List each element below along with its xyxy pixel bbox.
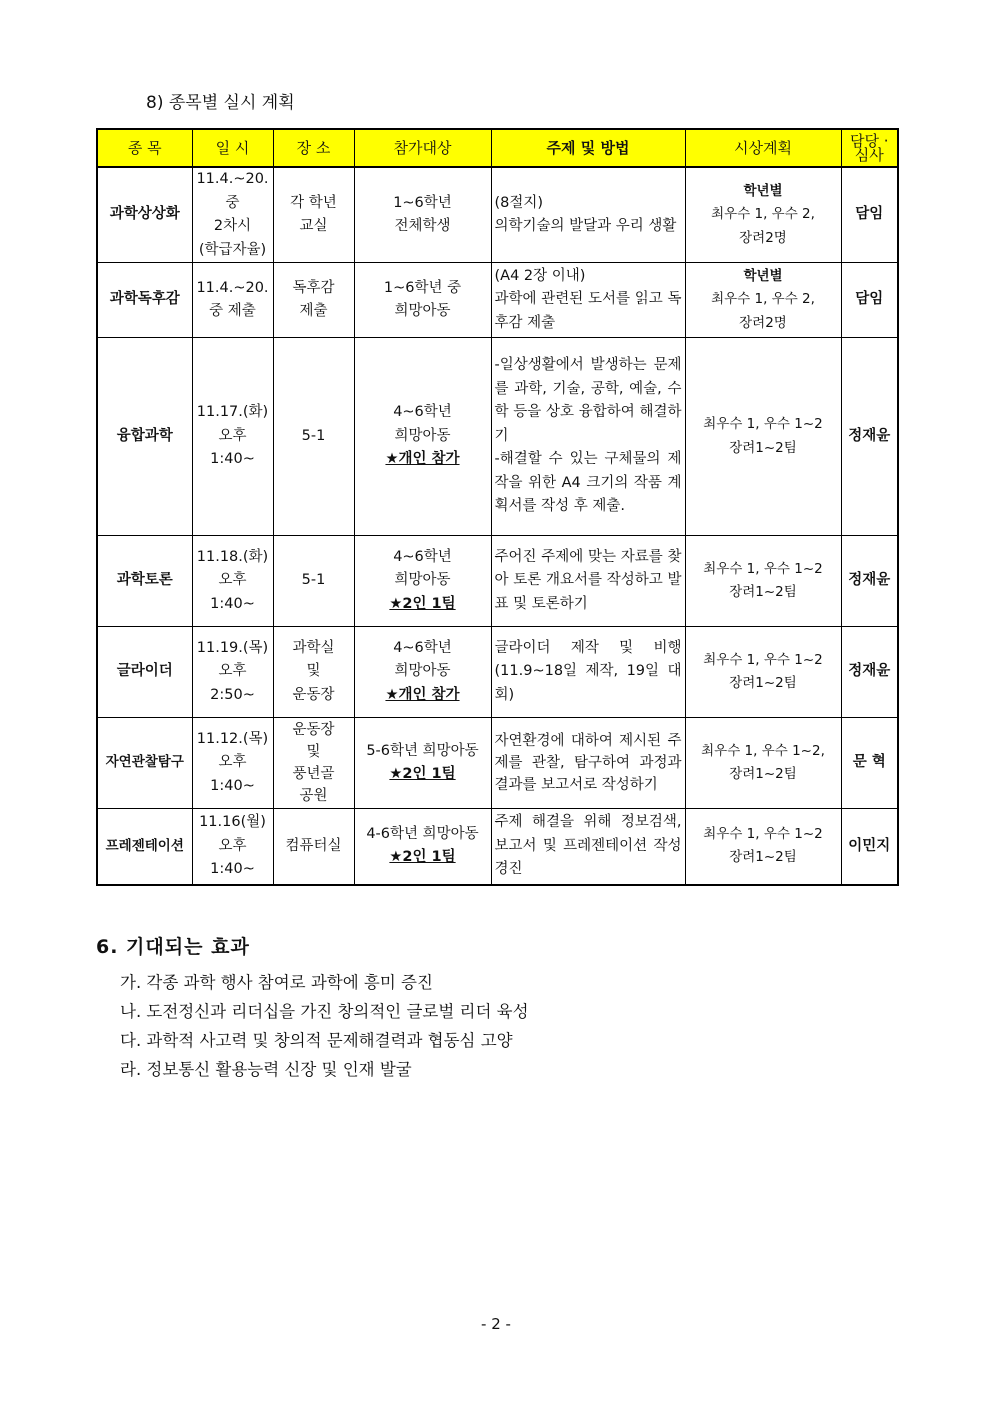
place-line: 5-1 [301, 427, 326, 444]
list-item: 가. 각종 과학 행사 참여로 과학에 흥미 증진 [120, 973, 433, 992]
table-row [97, 718, 898, 809]
schedule-line: 1:40~ [210, 861, 255, 877]
table-row [97, 263, 898, 338]
place-line: 및 [306, 663, 321, 680]
schedule-line: 11.16(월) [199, 814, 266, 830]
award-line: 장려1~2팀 [729, 675, 797, 691]
header-event: 종 목 [97, 129, 192, 167]
manager-cell: 정재윤 [841, 627, 898, 718]
target-cell [354, 718, 491, 809]
method-line: -해결할 수 있는 구체물의 제작을 위한 A4 크기의 작품 계획서를 작성 후 제출. [494, 451, 682, 515]
event-name: 글라이더 [97, 627, 192, 718]
place-line: 독후감 [292, 279, 335, 296]
schedule-cell [192, 263, 273, 338]
event-name: 프레젠테이션 [97, 809, 192, 885]
target-highlight: ★2인 1팀 [389, 595, 456, 612]
target-highlight: ★개인 참가 [385, 451, 460, 468]
place-cell [273, 536, 354, 627]
method-cell [491, 627, 685, 718]
event-name: 자연관찰탐구 [97, 718, 192, 809]
schedule-line: 오후 [218, 754, 247, 771]
list-item: 다. 과학적 사고력 및 창의적 문제해결력과 협동심 고양 [120, 1031, 513, 1050]
manager-cell: 정재윤 [841, 338, 898, 536]
award-cell [685, 263, 841, 338]
target-line: 1~6학년 [393, 194, 452, 211]
event-name: 과학토론 [97, 536, 192, 627]
schedule-line: 오후 [218, 837, 247, 854]
header-schedule: 일 시 [192, 129, 273, 167]
method-line: -일상생활에서 발생하는 문제를 과학, 기술, 공학, 예술, 수학 등을 상호 융합하여 해결하기 [494, 357, 682, 444]
place-cell [273, 338, 354, 536]
header-target: 참가대상 [354, 129, 491, 167]
method-line: 주어진 주제에 맞는 자료를 찾아 토론 개요서를 작성하고 발표 및 토론하기 [494, 548, 682, 612]
schedule-cell [192, 536, 273, 627]
schedule-line: 11.4.~20. [196, 279, 269, 296]
target-highlight: ★개인 참가 [385, 686, 460, 703]
schedule-line: 중 [225, 194, 240, 211]
place-line: 및 [306, 744, 321, 760]
table-row [97, 167, 898, 263]
award-line: 최우수 1, 우수 2, [711, 291, 815, 308]
list-item: 나. 도전정신과 리더십을 가진 창의적인 글로벌 리더 육성 [120, 1002, 529, 1021]
target-line: 희망아동 [394, 663, 451, 680]
award-line: 최우수 1, 우수 1~2 [703, 560, 823, 577]
schedule-cell [192, 338, 273, 536]
target-line: 4-6학년 희망아동 [366, 825, 479, 842]
award-cell [685, 627, 841, 718]
target-highlight: ★2인 1팀 [389, 849, 456, 866]
section-title: 8) 종목별 실시 계획 [146, 93, 295, 113]
schedule-line: 1:40~ [210, 451, 255, 468]
place-line: 교실 [299, 218, 328, 234]
schedule-line: 11.17.(화) [196, 404, 269, 421]
table-row [97, 536, 898, 627]
header-place: 장 소 [273, 129, 354, 167]
award-cell [685, 809, 841, 885]
method-line: 주제 해결을 위해 정보검색, 보고서 및 프레젠테이션 작성 경진 [494, 814, 682, 877]
method-line: (A4 2장 이내) [494, 267, 586, 284]
award-line: 장려2명 [739, 229, 787, 246]
schedule-line: 오후 [218, 427, 247, 444]
award-cell [685, 167, 841, 263]
target-cell [354, 809, 491, 885]
award-cell [685, 338, 841, 536]
place-cell [273, 627, 354, 718]
schedule-line: 오후 [218, 572, 247, 589]
event-name: 융합과학 [97, 338, 192, 536]
event-name: 과학상상화 [97, 167, 192, 263]
award-line: 장려1~2팀 [729, 584, 797, 600]
award-line: 장려1~2팀 [729, 849, 797, 866]
manager-cell: 정재윤 [841, 536, 898, 627]
place-cell [273, 167, 354, 263]
schedule-line: 1:40~ [210, 595, 255, 612]
award-line: 최우수 1, 우수 1~2 [703, 416, 823, 432]
target-cell [354, 536, 491, 627]
schedule-line: 11.4.~20. [196, 171, 269, 187]
award-line: 장려1~2팀 [729, 766, 797, 782]
target-line: 희망아동 [394, 427, 451, 444]
schedule-cell [192, 627, 273, 718]
target-cell [354, 338, 491, 536]
schedule-line: 11.18.(화) [196, 548, 269, 565]
event-plan-table [96, 128, 899, 886]
schedule-line: 11.19.(목) [196, 639, 269, 656]
award-line: 학년별 [743, 267, 783, 284]
place-cell [273, 809, 354, 885]
method-line: (8절지) [494, 194, 544, 211]
schedule-line: 11.12.(목) [196, 730, 269, 747]
award-line: 최우수 1, 우수 1~2, [701, 742, 825, 759]
target-highlight: ★2인 1팀 [389, 766, 456, 782]
method-cell [491, 263, 685, 338]
place-line: 운동장 [292, 686, 335, 703]
method-line: 글라이더 제작 및 비행 (11.9~18일 제작, 19일 대회) [494, 639, 682, 703]
method-cell [491, 167, 685, 263]
schedule-line: 오후 [218, 663, 247, 680]
place-cell [273, 263, 354, 338]
place-line: 운동장 [292, 722, 335, 738]
target-line: 5-6학년 희망아동 [366, 742, 479, 759]
schedule-line: 중 제출 [209, 303, 256, 319]
target-cell [354, 167, 491, 263]
target-line: 4~6학년 [393, 639, 452, 656]
manager-cell: 담임 [841, 167, 898, 263]
place-line: 제출 [299, 303, 328, 319]
award-line: 장려1~2팀 [729, 439, 797, 456]
header-award: 시상계획 [685, 129, 841, 167]
place-line: 컴퓨터실 [285, 837, 342, 854]
target-line: 희망아동 [394, 572, 451, 589]
method-line: 과학에 관련된 도서를 읽고 독후감 제출 [494, 291, 682, 331]
effects-heading: 6. 기대되는 효과 [96, 936, 250, 958]
method-cell [491, 809, 685, 885]
place-cell [273, 718, 354, 809]
award-line: 최우수 1, 우수 1~2 [703, 651, 823, 668]
target-cell [354, 627, 491, 718]
method-line: 자연환경에 대하여 제시된 주제를 관찰, 탐구하여 과정과 결과를 보고서로 작성하기 [494, 733, 682, 793]
manager-cell: 문 혁 [841, 718, 898, 809]
method-cell [491, 338, 685, 536]
method-cell [491, 718, 685, 809]
award-line: 최우수 1, 우수 1~2 [703, 825, 823, 842]
table-row [97, 627, 898, 718]
header-method: 주제 및 방법 [491, 129, 685, 167]
schedule-line: 1:40~ [210, 777, 255, 794]
manager-cell: 담임 [841, 263, 898, 338]
place-line: 풍년골 [292, 766, 335, 782]
target-line: 1~6학년 중 [383, 279, 462, 296]
target-cell [354, 263, 491, 338]
award-line: 장려2명 [739, 314, 787, 331]
schedule-cell [192, 718, 273, 809]
event-name: 과학독후감 [97, 263, 192, 338]
manager-cell: 이민지 [841, 809, 898, 885]
target-line: 4~6학년 [393, 404, 452, 421]
award-line: 학년별 [743, 182, 783, 199]
place-line: 각 학년 [290, 194, 337, 211]
schedule-cell [192, 167, 273, 263]
header-manager: 담당 · 심사 [841, 129, 898, 167]
target-line: 4~6학년 [393, 548, 452, 565]
place-line: 5-1 [301, 572, 326, 589]
page-number: - 2 - [481, 1315, 511, 1333]
effects-list [120, 968, 529, 1084]
method-cell [491, 536, 685, 627]
place-line: 공원 [299, 788, 328, 804]
award-cell [685, 536, 841, 627]
schedule-line: (학급자율) [198, 241, 267, 258]
schedule-line: 2:50~ [210, 686, 255, 703]
award-cell [685, 718, 841, 809]
target-line: 전체학생 [394, 218, 451, 234]
method-line: 의학기술의 발달과 우리 생활 [494, 218, 677, 234]
table-row [97, 338, 898, 536]
target-line: 희망아동 [394, 303, 451, 319]
place-line: 과학실 [292, 639, 335, 656]
list-item: 라. 정보통신 활용능력 신장 및 인재 발굴 [120, 1060, 412, 1079]
table-header-row [97, 129, 898, 167]
schedule-line: 2차시 [213, 218, 252, 234]
schedule-cell [192, 809, 273, 885]
award-line: 최우수 1, 우수 2, [711, 206, 815, 223]
table-row [97, 809, 898, 885]
